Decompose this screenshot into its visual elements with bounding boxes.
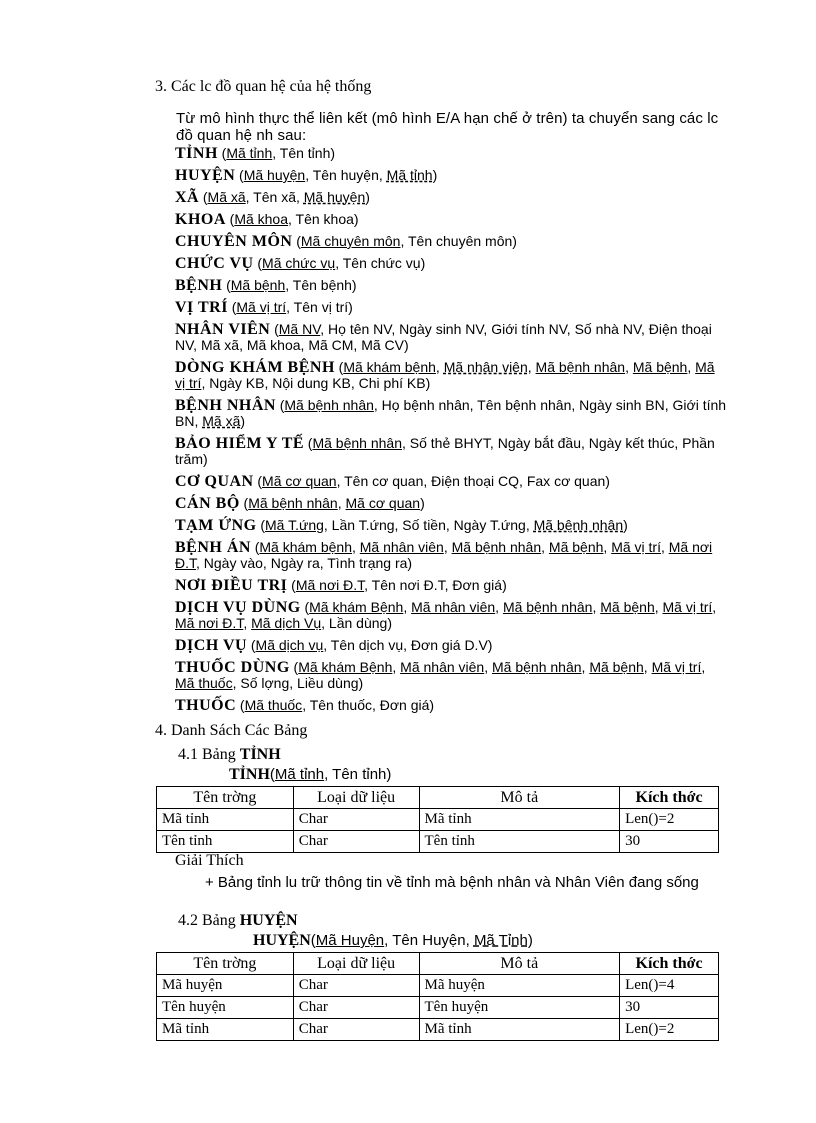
table-4-1-schema — [229, 766, 391, 784]
attr-text: ) — [432, 167, 438, 183]
col-header-description: Mô tả — [419, 787, 620, 809]
primary-key-attr: Mã bệnh — [589, 659, 644, 675]
attr-text: ) — [420, 495, 425, 511]
primary-key-attr: Mã cơ quan — [262, 473, 337, 489]
attr-text: ) — [527, 932, 533, 949]
table-cell: Mã huyện — [157, 975, 294, 997]
attr-text: , — [687, 359, 696, 375]
attr-text: , — [603, 539, 612, 555]
attr-text: , — [527, 359, 536, 375]
relation-schema — [175, 660, 727, 692]
primary-key-attr: Mã bệnh nhân — [535, 359, 626, 375]
attr-text: , Tên tỉnh) — [324, 766, 392, 783]
table-cell: Mã huyện — [419, 975, 620, 997]
primary-key-attr: Mã bệnh — [632, 359, 688, 375]
primary-key-attr: Mã bệnh nhân — [284, 397, 374, 413]
table-4-2-schema-attrs — [311, 932, 533, 949]
table-cell: Char — [293, 809, 419, 831]
table-header-row — [157, 953, 719, 975]
attr-text: , — [443, 539, 452, 555]
col-header-description: Mô tả — [419, 953, 620, 975]
attr-text: , — [581, 659, 590, 675]
table-row — [157, 975, 719, 997]
primary-key-attr: Mã bệnh nhân — [312, 435, 402, 451]
attr-text: , Tên khoa) — [288, 211, 359, 227]
table-cell: Mã tỉnh — [157, 1019, 294, 1041]
attr-text: ( — [231, 299, 237, 315]
attr-text: , — [392, 659, 401, 675]
table-4-2-heading-prefix: 4.2 Bảng — [178, 912, 236, 929]
table-cell: 30 — [620, 831, 719, 853]
relation-attrs — [232, 299, 353, 315]
section-3-heading: 3. Các lc đồ quan hệ của hệ thống — [155, 78, 372, 95]
relation-schema — [175, 146, 727, 162]
attr-text: ( — [229, 211, 235, 227]
primary-key-attr: Mã tỉnh — [226, 145, 273, 161]
relation-name: NƠI ĐIỀU TRỊ — [175, 577, 288, 594]
primary-key-attr: Mã nơi Đ.T — [295, 577, 365, 593]
attr-text: ( — [279, 397, 285, 413]
table-cell: Len()=2 — [620, 1019, 719, 1041]
relation-name: TẠM ỨNG — [175, 517, 257, 534]
relation-attrs — [260, 517, 627, 533]
attr-text: ( — [291, 577, 296, 593]
primary-key-attr: Mã bệnh nhân — [451, 539, 542, 555]
relation-attrs — [203, 189, 370, 205]
table-4-2-schema — [253, 932, 533, 950]
table-4-2-body — [157, 975, 719, 1041]
attr-text: ( — [254, 539, 260, 555]
relation-attrs — [257, 473, 610, 489]
relation-name: DỊCH VỤ — [175, 637, 248, 654]
foreign-key-attr: Mã xã — [202, 413, 241, 429]
foreign-key-attr: Mã huyện — [303, 189, 366, 205]
primary-key-attr: Mã bệnh — [600, 599, 655, 615]
attr-text: ( — [293, 659, 299, 675]
table-cell: 30 — [620, 997, 719, 1019]
attr-text: , — [337, 495, 346, 511]
section-3-intro: Từ mô hình thực thể liên kết (mô hình E/A hạn chế ở trên) ta chuyển sang các lc đồ quan hệ nh sau: — [176, 110, 719, 144]
relation-name: THUỐC DÙNG — [175, 659, 290, 676]
relation-schema — [175, 698, 727, 714]
relation-schema — [175, 436, 727, 468]
attr-text: , — [403, 599, 412, 615]
attr-text: , Tên dịch vụ, Đơn giá D.V) — [323, 637, 493, 653]
relation-name: CHUYÊN MÔN — [175, 233, 293, 250]
table-cell: Tên tỉnh — [157, 831, 294, 853]
table-row — [157, 831, 719, 853]
table-4-2-heading — [178, 912, 298, 930]
relation-name: CƠ QUAN — [175, 473, 254, 490]
relation-name: TỈNH — [175, 145, 218, 162]
attr-text: ( — [274, 321, 279, 337]
table-row — [157, 997, 719, 1019]
attr-text: , Tên chuyên môn) — [400, 233, 517, 249]
attr-text: , Tên vị trí) — [286, 299, 353, 315]
attr-text: ( — [226, 277, 231, 293]
primary-key-attr: Mã vị trí — [651, 659, 702, 675]
primary-key-attr: Mã nhân viên — [411, 599, 496, 615]
relation-name: BỆNH — [175, 277, 223, 294]
relation-attrs — [222, 145, 335, 161]
relation-name: THUỐC — [175, 697, 237, 714]
attr-text: , — [351, 539, 360, 555]
col-header-field-name: Tên trờng — [157, 953, 294, 975]
primary-key-attr: Mã dịch Vụ — [251, 615, 322, 631]
table-4-1-explain-label: Giải Thích — [175, 852, 244, 869]
attr-text: , Tên Huyện, — [384, 932, 474, 949]
table-4-1-heading — [178, 746, 281, 764]
relation-schema — [175, 518, 727, 534]
attr-text: ( — [239, 167, 244, 183]
relation-schema — [175, 578, 727, 594]
table-cell: Mã tỉnh — [157, 809, 294, 831]
col-header-size: Kích thớc — [620, 953, 719, 975]
foreign-key-attr: Mã bệnh nhân — [533, 517, 624, 533]
primary-key-attr: Mã dịch vụ — [255, 637, 324, 653]
relation-name: BẢO HIỂM Y TẾ — [175, 435, 305, 452]
attr-text: , Tên nơi Đ.T, Đơn giá) — [364, 577, 507, 593]
table-row — [157, 1019, 719, 1041]
relation-schema-list — [175, 146, 727, 720]
primary-key-attr: Mã huyện — [243, 167, 306, 183]
relation-schema — [175, 168, 727, 184]
attr-text: ( — [202, 189, 208, 205]
foreign-key-attr: Mã tỉnh — [386, 167, 433, 183]
relation-name: CÁN BỘ — [175, 495, 240, 512]
attr-text: , Tên tỉnh) — [272, 145, 336, 161]
attr-text: ) — [240, 413, 246, 429]
attr-text: ( — [221, 145, 227, 161]
primary-key-attr: Mã nhân viên — [359, 539, 444, 555]
relation-name: XÃ — [175, 189, 200, 206]
relation-schema — [175, 256, 727, 272]
primary-key-attr: Mã vị trí — [175, 359, 715, 391]
attr-text: , — [484, 659, 492, 675]
relation-schema — [175, 360, 727, 392]
attr-text: , — [660, 539, 669, 555]
attr-text: , — [625, 359, 633, 375]
primary-key-attr: Mã khám Bệnh — [309, 599, 404, 615]
primary-key-attr: Mã khoa — [234, 211, 289, 227]
relation-schema — [175, 638, 727, 654]
attr-text: ( — [296, 233, 301, 249]
relation-schema — [175, 322, 727, 354]
table-cell: Char — [293, 975, 419, 997]
col-header-data-type: Loại dữ liệu — [293, 787, 419, 809]
attr-text: , Tên xã, — [245, 189, 304, 205]
table-cell: Mã tỉnh — [419, 1019, 620, 1041]
relation-attrs — [296, 233, 517, 249]
table-4-1-heading-name: TỈNH — [239, 746, 281, 763]
attr-text: ( — [307, 435, 313, 451]
primary-key-attr: Mã thuốc — [244, 697, 303, 713]
table-cell: Tên huyện — [419, 997, 620, 1019]
relation-attrs — [175, 539, 712, 571]
attr-text: , Tên bệnh) — [285, 277, 357, 293]
primary-key-attr: Mã chức vụ — [262, 255, 336, 271]
attr-text: ( — [338, 359, 344, 375]
attr-text: ( — [260, 517, 265, 533]
primary-key-attr: Mã bệnh nhân — [502, 599, 593, 615]
attr-text: , — [435, 359, 444, 375]
primary-key-attr: Mã vị trí — [236, 299, 287, 315]
relation-schema — [175, 496, 727, 512]
table-cell: Tên huyện — [157, 997, 294, 1019]
relation-name: BỆNH ÁN — [175, 539, 251, 556]
attr-text: , — [592, 599, 601, 615]
attr-text: ( — [239, 697, 245, 713]
relation-schema — [175, 600, 727, 632]
table-4-1-body — [157, 809, 719, 853]
attr-text: , Tên chức vụ) — [335, 255, 426, 271]
attr-text: , Tên huyện, — [305, 167, 387, 183]
primary-key-attr: Mã nhân viên — [400, 659, 485, 675]
primary-key-attr: Mã Huyện — [315, 932, 385, 949]
relation-attrs — [251, 637, 493, 653]
attr-text: , — [654, 599, 663, 615]
primary-key-attr: Mã bệnh — [548, 539, 604, 555]
primary-key-attr: Mã khám Bệnh — [298, 659, 393, 675]
attr-text: , — [712, 599, 717, 615]
attr-text: ) — [365, 189, 370, 205]
relation-name: DÒNG KHÁM BỆNH — [175, 359, 335, 376]
table-cell: Char — [293, 1019, 419, 1041]
table-cell: Len()=2 — [620, 809, 719, 831]
primary-key-attr: Mã tỉnh — [274, 766, 325, 783]
attr-text: , Lần dùng) — [321, 615, 392, 631]
relation-schema — [175, 234, 727, 250]
attr-text: , Họ tên NV, Ngày sinh NV, Giới tính NV, Số nhà NV, Điện thoại NV, Mã xã, Mã khoa, Mã CM, Mã CV) — [175, 321, 712, 353]
section-4-heading: 4. Danh Sách Các Bảng — [155, 722, 308, 739]
relation-attrs — [244, 495, 425, 511]
table-header-row — [157, 787, 719, 809]
table-4-2-schema-name: HUYỆN — [253, 932, 311, 949]
attr-text: , Số thẻ BHYT, Ngày bắt đầu, Ngày kết thúc, Phần trăm) — [175, 435, 715, 467]
primary-key-attr: Mã nơi Đ.T — [175, 615, 244, 631]
primary-key-attr: Mã khám bệnh — [343, 359, 436, 375]
attr-text: , — [643, 659, 652, 675]
col-header-field-name: Tên trờng — [157, 787, 294, 809]
relation-name: KHOA — [175, 211, 226, 228]
relation-schema — [175, 398, 727, 430]
attr-text: ( — [269, 766, 275, 783]
table-cell: Len()=4 — [620, 975, 719, 997]
table-cell: Tên tỉnh — [419, 831, 620, 853]
table-4-2-heading-name: HUYỆN — [239, 912, 298, 929]
attr-text: , Tên thuốc, Đơn giá) — [302, 697, 435, 713]
relation-name: NHÂN VIÊN — [175, 321, 271, 338]
table-cell: Char — [293, 997, 419, 1019]
table-cell: Char — [293, 831, 419, 853]
attr-text: , — [541, 539, 549, 555]
attr-text: ( — [257, 473, 263, 489]
attr-text: , Ngày KB, Nội dung KB, Chi phí KB) — [201, 375, 431, 391]
attr-text: , Số lợng, Liều dùng) — [232, 675, 364, 691]
relation-name: HUYỆN — [175, 167, 236, 184]
table-cell: Mã tỉnh — [419, 809, 620, 831]
primary-key-attr: Mã vị trí — [611, 539, 661, 555]
foreign-key-attr: Mã nhân viên — [443, 359, 528, 375]
relation-name: CHỨC VỤ — [175, 255, 254, 272]
col-header-data-type: Loại dữ liệu — [293, 953, 419, 975]
primary-key-attr: Mã xã — [207, 189, 246, 205]
attr-text: , Ngày vào, Ngày ra, Tình trạng ra) — [196, 555, 413, 571]
primary-key-attr: Mã cơ quan — [345, 495, 421, 511]
foreign-key-attr: Mã Tỉnh — [473, 932, 528, 949]
relation-name: BỆNH NHÂN — [175, 397, 276, 414]
table-row — [157, 809, 719, 831]
relation-schema — [175, 300, 727, 316]
table-4-2 — [156, 952, 719, 1041]
table-4-1-schema-attrs — [270, 766, 391, 783]
primary-key-attr: Mã khám bệnh — [259, 539, 352, 555]
attr-text: ( — [243, 495, 249, 511]
relation-schema — [175, 212, 727, 228]
attr-text: , — [243, 615, 252, 631]
primary-key-attr: Mã nơi Đ.T — [175, 539, 713, 571]
attr-text: ( — [310, 932, 316, 949]
attr-text: , — [495, 599, 503, 615]
attr-text: ( — [304, 599, 310, 615]
table-4-1 — [156, 786, 719, 853]
relation-schema — [175, 190, 727, 206]
attr-text: , — [701, 659, 706, 675]
table-4-1-schema-name: TỈNH — [229, 766, 270, 783]
primary-key-attr: Mã vị trí — [662, 599, 713, 615]
relation-schema — [175, 278, 727, 294]
relation-name: VỊ TRÍ — [175, 299, 228, 316]
relation-name: DỊCH VỤ DÙNG — [175, 599, 301, 616]
relation-attrs — [226, 277, 357, 293]
primary-key-attr: Mã bệnh nhân — [492, 659, 582, 675]
relation-attrs — [291, 577, 507, 593]
relation-attrs — [240, 697, 434, 713]
attr-text: , Họ bệnh nhân, Tên bệnh nhân, Ngày sinh BN, Giới tính BN, — [175, 397, 727, 429]
primary-key-attr: Mã chuyên môn — [300, 233, 401, 249]
attr-text: ( — [250, 637, 256, 653]
relation-attrs — [257, 255, 425, 271]
primary-key-attr: Mã bệnh — [230, 277, 286, 293]
relation-schema — [175, 540, 727, 572]
primary-key-attr: Mã T.ứng — [264, 517, 324, 533]
attr-text: ( — [257, 255, 263, 271]
attr-text: ) — [623, 517, 628, 533]
primary-key-attr: Mã NV — [278, 321, 321, 337]
primary-key-attr: Mã bệnh nhân — [248, 495, 338, 511]
relation-schema — [175, 474, 727, 490]
attr-text: , Lần T.ứng, Số tiền, Ngày T.ứng, — [323, 517, 534, 533]
col-header-size: Kích thớc — [620, 787, 719, 809]
primary-key-attr: Mã thuốc — [175, 675, 233, 691]
attr-text: , Tên cơ quan, Điện thoại CQ, Fax cơ quan) — [336, 473, 610, 489]
relation-attrs — [239, 167, 437, 183]
table-4-1-heading-prefix: 4.1 Bảng — [178, 746, 236, 763]
relation-attrs — [230, 211, 359, 227]
table-4-1-explain-text: + Bảng tỉnh lu trữ thông tin về tỉnh mà bệnh nhân và Nhân Viên đang sống — [205, 874, 699, 891]
